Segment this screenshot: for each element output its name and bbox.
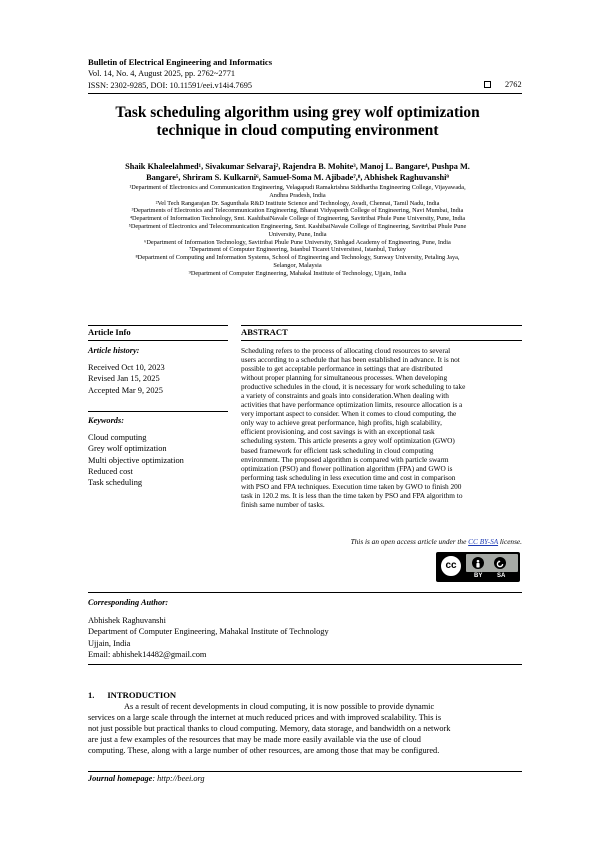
article-info-top-rule [88, 325, 228, 326]
volume-line: Vol. 14, No. 4, August 2025, pp. 2762~2771 [88, 69, 236, 78]
license-statement [241, 537, 522, 546]
article-history-heading: Article history: [88, 346, 140, 355]
abstract-line: finish same number of tasks. [241, 499, 325, 509]
abstract-line: scheduling system. This article presents a grey wolf optimization (GWO) [241, 436, 455, 446]
corresponding-top-rule [88, 592, 522, 593]
page-number: 2762 [505, 80, 522, 89]
article-info-rule [88, 340, 228, 341]
keywords-list [88, 432, 228, 488]
abstract-line: a variety of constraints and goals into consideration.When dealing with [241, 391, 449, 401]
keyword-item: Grey wolf optimization [88, 444, 167, 454]
history-item: Accepted Mar 9, 2025 [88, 385, 163, 395]
footer-rule [88, 771, 522, 772]
abstract-line: productive schedules in the cloud, it is necessary for work scheduling to take [241, 382, 466, 392]
abstract-line: only way to achieve great performance, high profits, high scalability, [241, 418, 442, 428]
abstract-line: environment. The proposed algorithm is compared with particle swarm [241, 454, 449, 464]
abstract-line: users according to a schedule that has been established in advance. It is not [241, 355, 460, 365]
license-prefix: This is an open access article under the [350, 537, 469, 546]
paper-title [60, 104, 535, 140]
affiliation-line: ⁷Department of Computer Engineering, Istanbul Ticaret Universitesi, Istanbul, Turkey [189, 246, 406, 254]
journal-homepage [88, 774, 205, 783]
affiliation-line: ⁶Department of Information Technology, Savitribai Phule Pune University, Sinhgad Academy of Engineering, Pune, India [144, 238, 451, 246]
affiliation-line: ⁴Department of Information Technology, Smt. KashibaiNavale College of Engineering, Savitribai Phule Pune University, Pune, India [129, 215, 466, 223]
abstract-line: without proper planning for simultaneous processes. When developing [241, 373, 448, 383]
abstract-line: task in 120.2 ms. It is less than the time taken by PSO and FPA algorithm to [241, 490, 463, 500]
intro-line: are just a few examples of the resources that may be made more easily available via the use of cloud [88, 735, 421, 745]
history-item: Revised Jan 15, 2025 [88, 374, 160, 384]
issn-doi-line: ISSN: 2302-9285, DOI: 10.11591/eei.v14i4.7695 [88, 81, 253, 90]
keyword-item: Cloud computing [88, 433, 147, 442]
section-heading-introduction: 1. INTRODUCTION [88, 690, 177, 700]
cc-icon-text: cc [445, 560, 457, 571]
intro-line: not just possible but practical thanks to cloud computing. Memory, data storage, and bandwidth on a network [88, 724, 451, 734]
abstract-heading: ABSTRACT [241, 327, 288, 337]
share-alike-icon [494, 557, 506, 569]
license-link[interactable]: CC BY-SA [468, 537, 499, 546]
intro-line: As a result of recent developments in cloud computing, it is now possible to provide dynamic [124, 702, 435, 711]
abstract-line: optimization (PSO) and flower pollination algorithm (FPA) and GWO is [241, 463, 453, 473]
cc-sa-label: SA [497, 573, 506, 579]
keywords-rule [88, 411, 228, 412]
author-list [78, 161, 517, 183]
journal-homepage-url[interactable]: : http://beei.org [152, 774, 205, 783]
corresponding-line: Department of Computer Engineering, Mahakal Institute of Technology [88, 627, 329, 637]
affiliation-line: ⁸Department of Computing and Information Systems, School of Engineering and Technology, Sunway University, Petaling Jaya, [135, 254, 460, 262]
affiliation-line: ⁹Department of Computer Engineering, Mahakal Institute of Technology, Ujjain, India [188, 269, 407, 277]
introduction-body [88, 701, 522, 756]
abstract-line: activities that have performance optimization limits, resource allocation is a [241, 400, 463, 410]
license-suffix: license. [498, 537, 522, 546]
corresponding-author-details [88, 615, 522, 660]
abstract-line: efficient provisioning, and cost savings is with an exceptional task [241, 427, 435, 437]
affiliation-line: ³Departments of Electronics and Telecommunication Engineering, Bharati Vidyapeeth College of Engineering, Navi Mumbai, India [131, 207, 464, 215]
keywords-heading: Keywords: [88, 416, 124, 425]
corresponding-bottom-rule [88, 664, 522, 665]
corresponding-line: Ujjain, India [88, 638, 131, 648]
corresponding-email: Email: abhishek14482@gmail.com [88, 649, 207, 659]
corresponding-author-heading: Corresponding Author: [88, 598, 169, 607]
title-line: Task scheduling algorithm using grey wolf optimization [115, 104, 480, 121]
abstract-line: possible to get acceptable performance in settings that are distributed [241, 364, 443, 374]
page-box-icon [484, 81, 491, 88]
journal-homepage-label: Journal homepage [88, 774, 153, 783]
affiliation-line: ⁵Department of Electronics and Telecommunication Engineering, Smt. KashibaiNavale College of Engineering, Savitribai Phule Pune [128, 222, 467, 230]
abstract-line: based framework for efficient task scheduling in cloud computing [241, 445, 434, 455]
affiliation-line: Selangor, Malaysia [273, 261, 322, 269]
abstract-top-rule [241, 325, 522, 326]
affiliation-line: University, Pune, India [268, 230, 327, 238]
affiliation-list [82, 184, 513, 278]
affiliation-line: Andhra Pradesh, India [269, 191, 326, 199]
attribution-person-icon [472, 557, 484, 569]
affiliation-line: ¹Department of Electronics and Communication Engineering, Velagapudi Ramakrishna Siddhartha Engineering College, Vijayawada, [129, 184, 466, 191]
author-line: Bangare⁵, Shriram S. Kulkarni⁶, Samuel-Soma M. Ajibade⁷,⁸, Abhishek Raghuvanshi⁹ [146, 173, 449, 182]
abstract-line: very important aspect to consider. When it comes to cloud computing, the [241, 409, 457, 419]
corresponding-line: Abhishek Raghuvanshi [88, 616, 166, 625]
author-line: Shaik Khaleelahmed¹, Sivakumar Selvaraj², Rajendra B. Mohite³, Manoj L. Bangare⁴, Pushpa M. [125, 162, 470, 171]
header-rule [88, 93, 522, 94]
abstract-body [241, 346, 522, 509]
abstract-rule [241, 340, 522, 341]
keyword-item: Task scheduling [88, 478, 143, 488]
article-history-list [88, 362, 228, 396]
keyword-item: Reduced cost [88, 466, 133, 476]
affiliation-line: ²Vel Tech Rangarajan Dr. Sagunthala R&D Institute Science and Technology, Avadi, Chennai, Tamil Nadu, India [155, 199, 440, 207]
keyword-item: Multi objective optimization [88, 455, 184, 465]
intro-line: services on a large scale through the internet at much reduced prices and with improved scalability. This is [88, 713, 442, 723]
abstract-line: with PSO and FPA techniques. Execution time taken by GWO to finish 200 [241, 481, 462, 491]
history-item: Received Oct 10, 2023 [88, 363, 165, 372]
cc-by-label: BY [474, 573, 483, 579]
article-info-heading: Article Info [88, 327, 131, 337]
intro-line: computing. These, along with a large number of other resources, are among those that may be configured. [88, 746, 440, 756]
abstract-line: Scheduling refers to the process of allocating cloud resources to several [241, 346, 451, 355]
journal-name: Bulletin of Electrical Engineering and Informatics [88, 57, 273, 67]
abstract-line: performing task scheduling in less execution time and cost in comparison [241, 472, 456, 482]
cc-icon [439, 554, 463, 578]
title-line: technique in cloud computing environment [156, 122, 439, 139]
